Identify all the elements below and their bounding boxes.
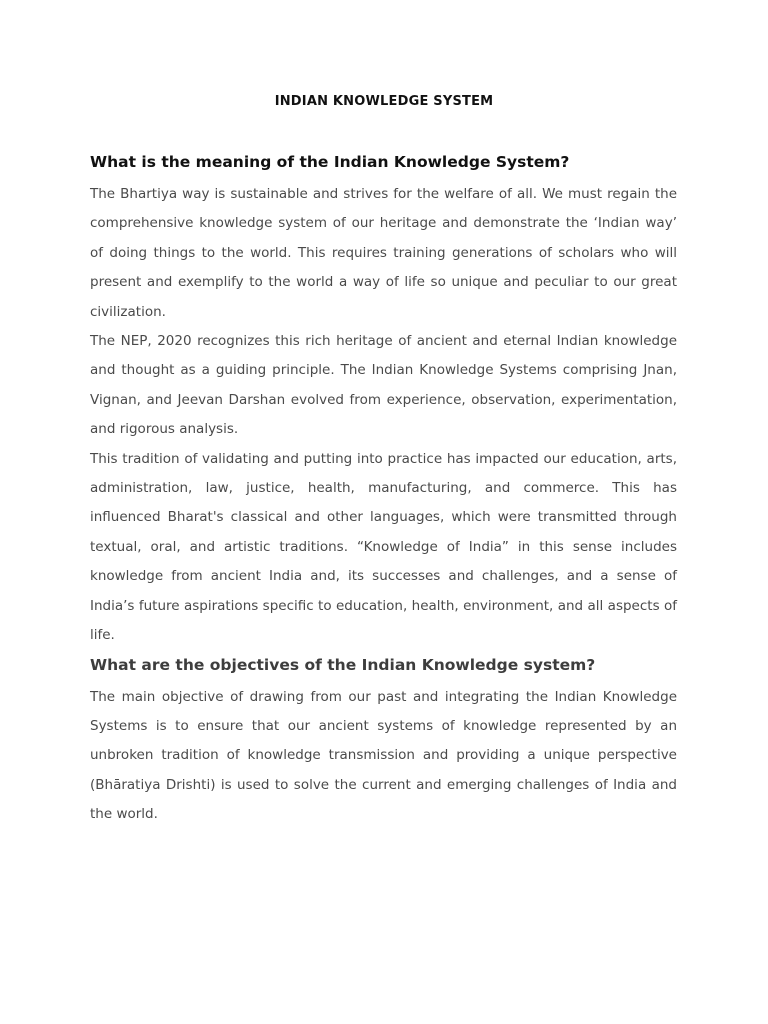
paragraph: The Bhartiya way is sustainable and strives for the welfare of all. We must regain the comprehensive knowledge system of our heritage and demonstrate the ‘Indian way’ of doing things to the world. This requires training generations of scholars who will present and exemplify to the world a way of life so unique and peculiar to our great civilization. (90, 186, 677, 320)
section-objectives (90, 653, 677, 830)
section-heading: What is the meaning of the Indian Knowledge System? (90, 153, 570, 171)
document-body (90, 150, 677, 830)
paragraph: The main objective of drawing from our past and integrating the Indian Knowledge Systems is to ensure that our ancient systems of knowledge represented by an unbroken tradition of knowledge transmission and providing a unique perspective (Bhāratiya Drishti) is used to solve the current and emerging challenges of India and the world. (90, 688, 677, 823)
paragraph: The NEP, 2020 recognizes this rich heritage of ancient and eternal Indian knowledge and thought as a guiding principle. The Indian Knowledge Systems comprising Jnan, Vignan, and Jeevan Darshan evolved from experience, observation, experimentation, and rigorous analysis. (90, 333, 677, 438)
paragraph: This tradition of validating and putting into practice has impacted our education, arts, administration, law, justice, health, manufacturing, and commerce. This has influenced Bharat's classical and other languages, which were transmitted through textual, oral, and artistic traditions. “Knowledge of India” in this sense includes knowledge from ancient India and, its successes and challenges, and a sense of India’s future aspirations specific to education, health, environment, and all aspects of life. (90, 450, 677, 644)
section-meaning (90, 150, 677, 651)
document-title: INDIAN KNOWLEDGE SYSTEM (274, 94, 494, 109)
section-heading: What are the objectives of the Indian Knowledge system? (90, 655, 596, 674)
